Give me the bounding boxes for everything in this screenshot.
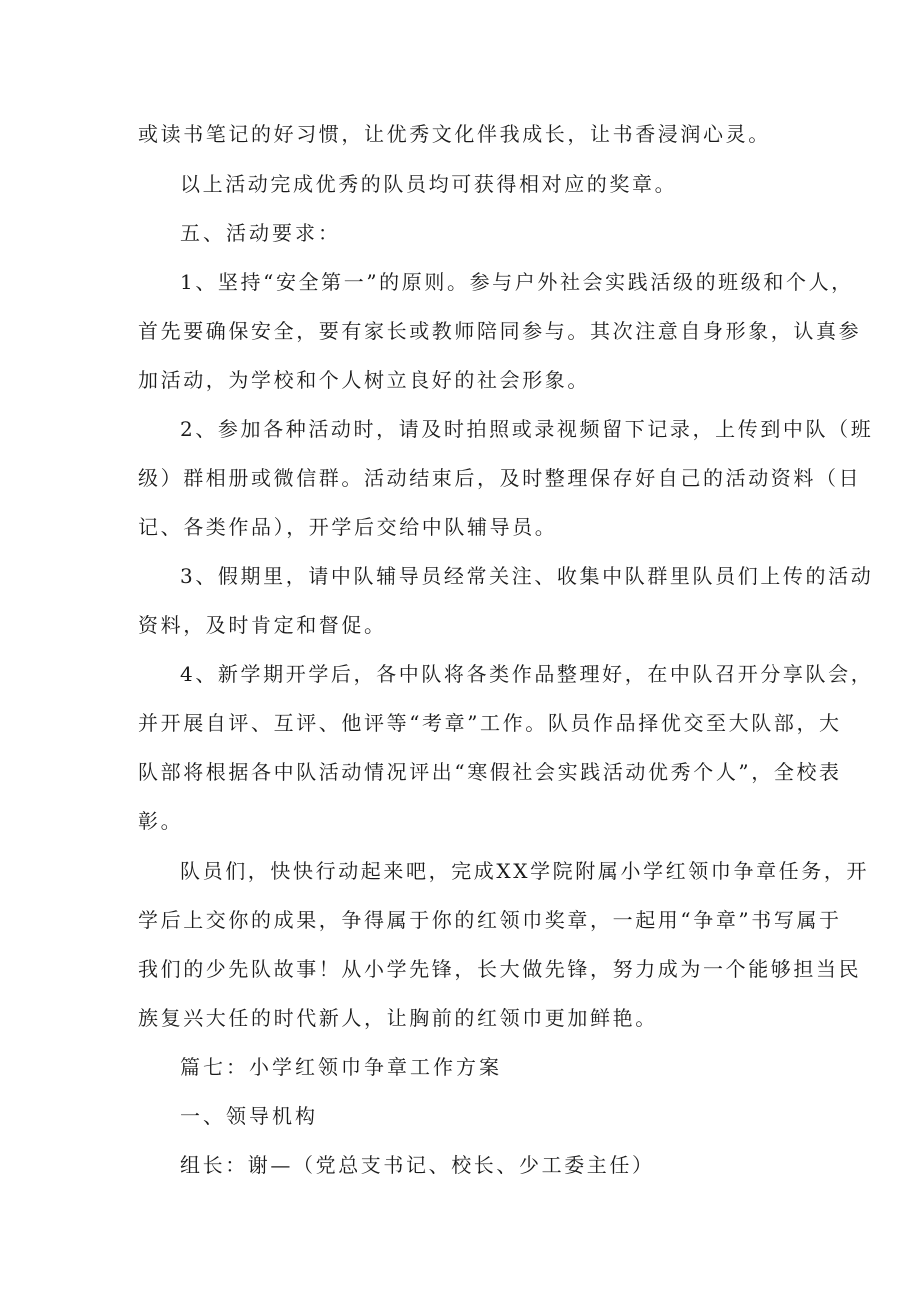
section-heading: 五、活动要求： <box>180 221 341 245</box>
text-line: 资料，及时肯定和督促。 <box>138 613 387 637</box>
text-line: 记、各类作品），开学后交给中队辅导员。 <box>138 515 558 539</box>
text-line: 4、新学期开学后，各中队将各类作品整理好，在中队召开分享队会， <box>180 662 874 686</box>
text-line: 或读书笔记的好习惯，让优秀文化伴我成长，让书香浸润心灵。 <box>138 122 771 146</box>
text-line: 族复兴大任的时代新人，让胸前的红领巾更加鲜艳。 <box>138 1006 658 1030</box>
text-line: 我们的少先队故事！从小学先锋，长大做先锋，努力成为一个能够担当民 <box>138 957 862 981</box>
text-line: 队员们，快快行动起来吧，完成XX学院附属小学红领巾争章任务，开 <box>180 859 870 883</box>
text-line: 首先要确保安全，要有家长或教师陪同参与。其次注意自身形象，认真参 <box>138 319 862 343</box>
text-line: 加活动，为学校和个人树立良好的社会形象。 <box>138 368 590 392</box>
section-heading: 一、领导机构 <box>180 1104 318 1128</box>
text-line: 彰。 <box>138 809 184 833</box>
chapter-title: 篇七：小学红领巾争章工作方案 <box>180 1055 502 1079</box>
text-line: 学后上交你的成果，争得属于你的红领巾奖章，一起用“争章”书写属于 <box>138 908 842 932</box>
text-line: 组长：谢—（党总支书记、校长、少工委主任） <box>180 1153 655 1177</box>
text-line: 级）群相册或微信群。活动结束后，及时整理保存好自己的活动资料（日 <box>138 466 862 490</box>
text-line: 3、假期里，请中队辅导员经常关注、收集中队群里队员们上传的活动 <box>180 564 874 588</box>
text-line: 以上活动完成优秀的队员均可获得相对应的奖章。 <box>180 172 678 196</box>
text-line: 队部将根据各中队活动情况评出“寒假社会实践活动优秀个人”，全校表 <box>138 760 842 784</box>
text-line: 2、参加各种活动时，请及时拍照或录视频留下记录，上传到中队（班 <box>180 417 874 441</box>
text-line: 1、坚持“安全第一”的原则。参与户外社会实践活级的班级和个人， <box>180 270 854 294</box>
text-line: 并开展自评、互评、他评等“考章”工作。队员作品择优交至大队部，大 <box>138 711 842 735</box>
